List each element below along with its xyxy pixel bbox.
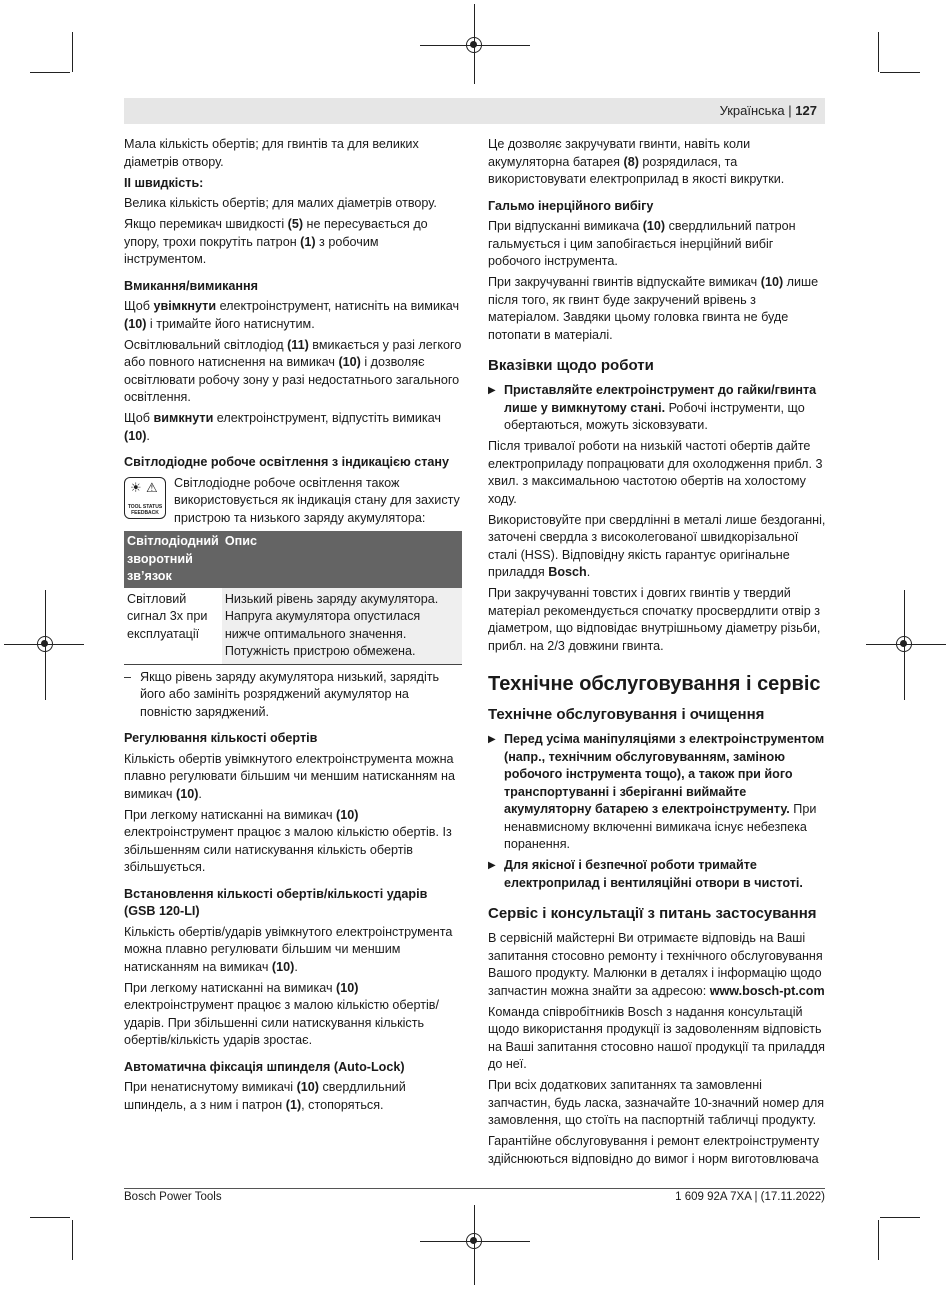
- paragraph: Щоб увімкнути електроінструмент, натисніть на вимикач (10) і тримайте його натиснутим.: [124, 299, 460, 331]
- right-column: [488, 136, 826, 1172]
- crop-mark: [30, 1217, 70, 1218]
- bullet-text: Приставляйте електроінструмент до гайки/гвинта лише у вимкнутому стані. Робочі інструменти, що обертаються, можуть зісковзувати.: [504, 383, 817, 432]
- tool-status-feedback-icon: [124, 477, 166, 519]
- subheading-speed-control: Регулювання кількості обертів: [124, 731, 318, 745]
- registration-mark-top: [466, 37, 482, 53]
- paragraph: Гарантійне обслуговування і ремонт електроінструменту здійснюються відповідно до вимог і норм виготовлювача: [488, 1134, 820, 1166]
- heading-consultation: Сервіс і консультації з питань застосування: [488, 905, 817, 922]
- paragraph: Якщо перемикач швидкості (5) не пересувається до упору, трохи покрутіть патрон (1) з робочим інструментом.: [124, 217, 428, 266]
- header-language: Українська: [719, 103, 785, 118]
- footer-divider: [124, 1188, 825, 1189]
- registration-mark-bottom: [466, 1233, 482, 1249]
- table-cell: Світловий сигнал 3x при експлуатації: [124, 588, 222, 665]
- left-column: [124, 136, 462, 1118]
- led-description: Світлодіодне робоче освітлення також використовується як індикація стану для захисту пристрою та низького заряду акумулятора:: [174, 475, 460, 525]
- table-header-cell: Світлодіодний зворотний зв’язок: [124, 531, 222, 588]
- paragraph: Щоб вимкнути електроінструмент, відпустіть вимикач (10).: [124, 411, 441, 443]
- paragraph: Освітлювальний світлодіод (11) вмикається у разі легкого або повного натиснення на вимикач (10) і дозволяє освітлювати робочу зону у разі недостатнього загального освітлення.: [124, 337, 462, 404]
- table-header-cell: Опис: [222, 531, 462, 588]
- paragraph: При закручуванні гвинтів відпускайте вимикач (10) лише після того, як гвинт буде закручений врівень з матеріалом. Завдяки цьому головка гвинта не буде потопати в матеріалі.: [488, 275, 819, 342]
- bullet-item: [488, 857, 826, 892]
- light-icon: ☀: [130, 479, 142, 495]
- header-separator: |: [788, 103, 792, 118]
- heading-maintenance: Технічне обслуговування і очищення: [488, 706, 765, 723]
- page-number: 127: [795, 103, 817, 118]
- crop-mark: [878, 1220, 879, 1260]
- subheading-led: Світлодіодне робоче освітлення з індикацією стану: [124, 455, 449, 469]
- paragraph: Кількість обертів/ударів увімкнутого електроінструмента можна плавно регулювати більшим чи меншим натисканням на вимикач (10).: [124, 924, 453, 974]
- paragraph: При легкому натисканні на вимикач (10) електроінструмент працює з малою кількістю обертів/ударів. При збільшенні сили натискування кількість обертів/кількість ударів зростає.: [124, 980, 439, 1047]
- subheading-brake: Гальмо інерційного вибігу: [488, 198, 654, 213]
- header-label: [720, 103, 817, 118]
- paragraph: При закручуванні товстих і довгих гвинтів у твердий матеріал рекомендується спочатку просвердлити отвір з діаметром, що відповідає внутрішньому діаметру різьби, прибл. на 2/3 довжини гвинта.: [488, 586, 821, 653]
- dash-mark: –: [124, 669, 132, 684]
- page-header: [124, 98, 825, 124]
- registration-mark-right: [896, 636, 912, 652]
- footer-brand: Bosch Power Tools: [124, 1191, 222, 1203]
- paragraph: Велика кількість обертів; для малих діаметрів отвору.: [124, 196, 437, 210]
- dash-text: Якщо рівень заряду акумулятора низький, зарядіть його або замініть розряджений акумулятор на повністю заряджений.: [140, 669, 440, 719]
- paragraph: При ненатиснутому вимикачі (10) свердлильний шпиндель, а з ним і патрон (1), стопоряться.: [124, 1080, 406, 1112]
- paragraph: Використовуйте при свердлінні в металі лише бездоганні, заточені свердла з високолегованої швидкорізальної сталі (HSS). Відповідну якість гарантує оригінальне приладдя Bosch.: [488, 512, 826, 579]
- website-link[interactable]: www.bosch-pt.com: [709, 983, 825, 998]
- table-cell: Низький рівень заряду акумулятора. Напруга акумулятора опустилася нижче оптимального значення. Потужність пристрою обмежена.: [222, 588, 462, 665]
- crop-mark: [72, 32, 73, 72]
- table-header-row: [124, 531, 462, 588]
- bullet-item: [488, 382, 826, 435]
- paragraph: При легкому натисканні на вимикач (10) електроінструмент працює з малою кількістю обертів. Із збільшенням сили натискування кількість обертів збільшується.: [124, 807, 452, 874]
- bullet-arrow-icon: ▶: [488, 734, 496, 745]
- subheading-auto-lock: Автоматична фіксація шпинделя (Auto-Lock): [124, 1059, 405, 1074]
- bullet-text: Для якісної і безпечної роботи тримайте електроприлад і вентиляційні отвори в чистоті.: [504, 858, 803, 890]
- paragraph: При всіх додаткових запитаннях та замовленні запчастин, будь ласка, зазначайте 10-значний номер для замовлення, що стоїть на паспортній табличці продукту.: [488, 1078, 825, 1127]
- registration-mark-left: [37, 636, 53, 652]
- subheading-on-off: Вмикання/вимикання: [124, 278, 258, 293]
- bullet-item: [488, 731, 826, 854]
- crop-mark: [880, 1217, 920, 1218]
- paragraph: Команда співробітників Bosch з надання консультацій щодо використання продукції із задоволенням відповість на Ваші запитання стосовно нашої продукції та приладдя до неї.: [488, 1004, 825, 1071]
- led-table: [124, 531, 462, 665]
- crop-mark: [72, 1220, 73, 1260]
- crop-mark: [880, 72, 920, 73]
- heading-service: Технічне обслуговування і сервіс: [488, 673, 821, 695]
- paragraph: В сервісній майстерні Ви отримаєте відповідь на Ваші запитання стосовно ремонту і технічного обслуговування Вашого продукту. Малюнки в деталях і інформацію щодо запчастин можна знайти за адресою: www.bosch-pt.com: [488, 931, 825, 998]
- footer-doc-number: 1 609 92A 7XA | (17.11.2022): [675, 1191, 825, 1203]
- warning-icon: ⚠: [146, 479, 158, 495]
- table-row: [124, 588, 462, 665]
- paragraph: Кількість обертів увімкнутого електроінструмента можна плавно регулювати більшим чи меншим натисканням на вимикач (10).: [124, 751, 455, 801]
- subheading-impact-rate: Встановлення кількості обертів/кількості ударів (GSB 120-LI): [124, 886, 428, 918]
- led-info: [124, 475, 462, 528]
- paragraph: Після тривалої роботи на низькій частоті обертів дайте електроприладу попрацювати для охолодження прибл. 3 хвил. з максимальною частотою обертів на холостому ходу.: [488, 439, 823, 506]
- bullet-text: Перед усіма маніпуляціями з електроінструментом (напр., технічним обслуговуванням, заміною робочого інструмента тощо), а також при його транспортуванні і зберіганні виймайте акумуляторну батарею з електроінструменту. При ненавмисному включенні вимикача існує небезпека поранення.: [504, 732, 825, 851]
- heading-work-tips: Вказівки щодо роботи: [488, 357, 654, 374]
- crop-mark: [30, 72, 70, 73]
- icon-label: TOOL STATUS FEEDBACK: [127, 503, 163, 516]
- bullet-arrow-icon: ▶: [488, 385, 496, 396]
- bullet-arrow-icon: ▶: [488, 860, 496, 871]
- paragraph: Мала кількість обертів; для гвинтів та для великих діаметрів отвору.: [124, 137, 419, 169]
- dash-item: [124, 669, 462, 722]
- subheading-speed-2: II швидкість:: [124, 175, 204, 190]
- paragraph: Це дозволяє закручувати гвинти, навіть коли акумуляторна батарея (8) розрядилася, та використовувати електроприлад в якості викрутки.: [488, 137, 785, 186]
- paragraph: При відпусканні вимикача (10) свердлильний патрон гальмується і цим запобігається інерційний вибіг робочого інструмента.: [488, 219, 796, 268]
- crop-mark: [878, 32, 879, 72]
